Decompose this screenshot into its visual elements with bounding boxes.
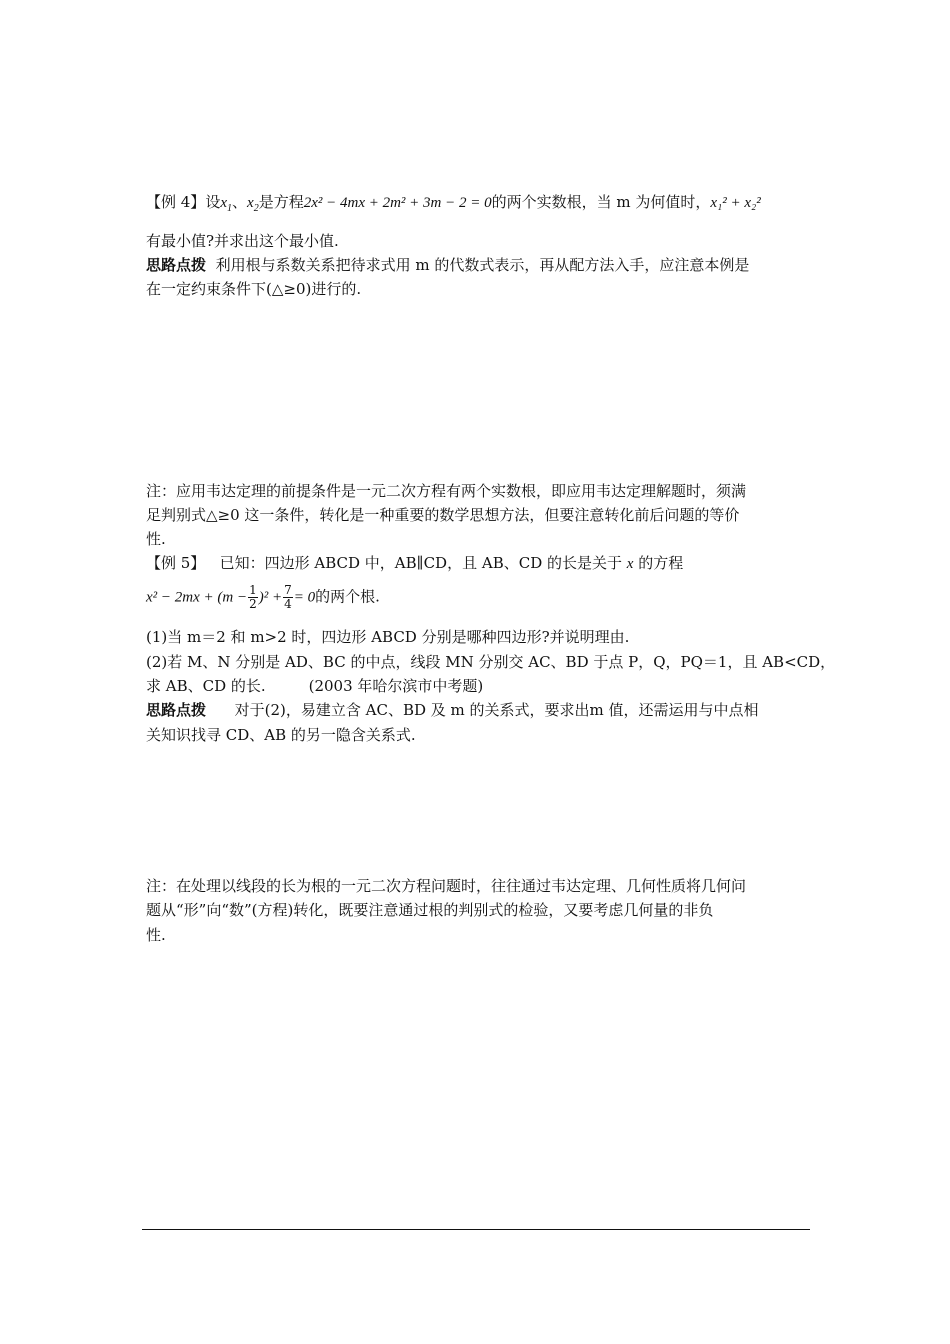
example5-text1-end: 的方程	[638, 554, 684, 572]
example5-label: 【例 5】	[146, 554, 206, 572]
example5-source: (2003 年哈尔滨市中考题)	[308, 677, 484, 695]
x1-variable: $x_1$	[220, 195, 232, 214]
hint5-line2: 关知识找寻 CD、AB 的另一隐含关系式.	[146, 726, 416, 744]
hint4-title: 思路点拨	[146, 256, 207, 274]
hint5-text1: 对于(2)，易建立含 AC、BD 及 m 的关系式，要求出m 值，还需运用与中点相	[234, 701, 759, 719]
x2-variable: $x_2$	[247, 195, 259, 214]
example5-q2-text2: 求 AB、CD 的长.	[146, 677, 266, 695]
example4-label: 【例 4】	[146, 193, 206, 211]
example5-eq-after: 的两个根.	[315, 587, 380, 606]
example5-var-x: x	[626, 556, 634, 572]
hint5-title: 思路点拨	[146, 701, 207, 719]
example5-eq-part2: )² +	[258, 589, 283, 606]
example5-eq-part3: = 0	[293, 589, 316, 606]
example5-q2-line1: (2)若 M、N 分别是 AD、BC 的中点，线段 MN 分别交 AC、BD 于点 P，Q，PQ＝1，且 AB<CD，	[146, 653, 836, 671]
example4-line1	[146, 192, 810, 219]
note2-line3: 性.	[146, 926, 166, 944]
example5-line1	[146, 553, 810, 574]
example5-q2-line2	[146, 676, 810, 696]
example4-line2: 有最小值?并求出这个最小值.	[146, 232, 339, 250]
hint4-text1: 利用根与系数关系把待求式用 m 的代数式表示，再从配方法入手，应注意本例是	[215, 256, 750, 274]
example4-mid: 是方程	[258, 193, 304, 211]
hint4-line2: 在一定约束条件下(△≥0)进行的.	[146, 280, 362, 298]
example4-after-eq: 的两个实数根，当 m 为何值时，	[491, 193, 711, 211]
example4-equation: 2x² − 4mx + 2m² + 3m − 2 = 0	[303, 195, 492, 211]
example5-eq-part1: x² − 2mx + (m −	[146, 589, 248, 606]
fraction-one-half: $\frac{1}{2}$	[249, 583, 257, 611]
footer-rule	[142, 1229, 810, 1230]
example4-expression: x₁² + x₂²	[710, 195, 761, 211]
note2-line2: 题从“形”向“数”(方程)转化，既要注意通过根的判别式的检验，又要考虑几何量的非负	[146, 901, 714, 919]
example4-intro: 设	[205, 193, 221, 211]
note1-line1: 注：应用韦达定理的前提条件是一元二次方程有两个实数根，即应用韦达定理解题时，须满	[146, 482, 747, 500]
hint4-line1	[146, 255, 810, 275]
hint5-line1	[146, 700, 810, 720]
example5-equation-line	[146, 584, 810, 611]
example5-q1: (1)当 m＝2 和 m>2 时，四边形 ABCD 分别是哪种四边形?并说明理由.	[146, 628, 630, 646]
note2-line1: 注：在处理以线段的长为根的一元二次方程问题时，往往通过韦达定理、几何性质将几何问	[146, 877, 747, 895]
example5-text1: 已知：四边形 ABCD 中，AB∥CD，且 AB、CD 的长是关于	[219, 554, 622, 572]
note1-line2: 足判别式△≥0 这一条件，转化是一种重要的数学思想方法，但要注意转化前后问题的等价	[146, 506, 740, 524]
fraction-seven-fourths: $\frac{7}{4}$	[284, 583, 292, 611]
note1-line3: 性.	[146, 530, 166, 548]
example4-sep: 、	[232, 193, 248, 211]
